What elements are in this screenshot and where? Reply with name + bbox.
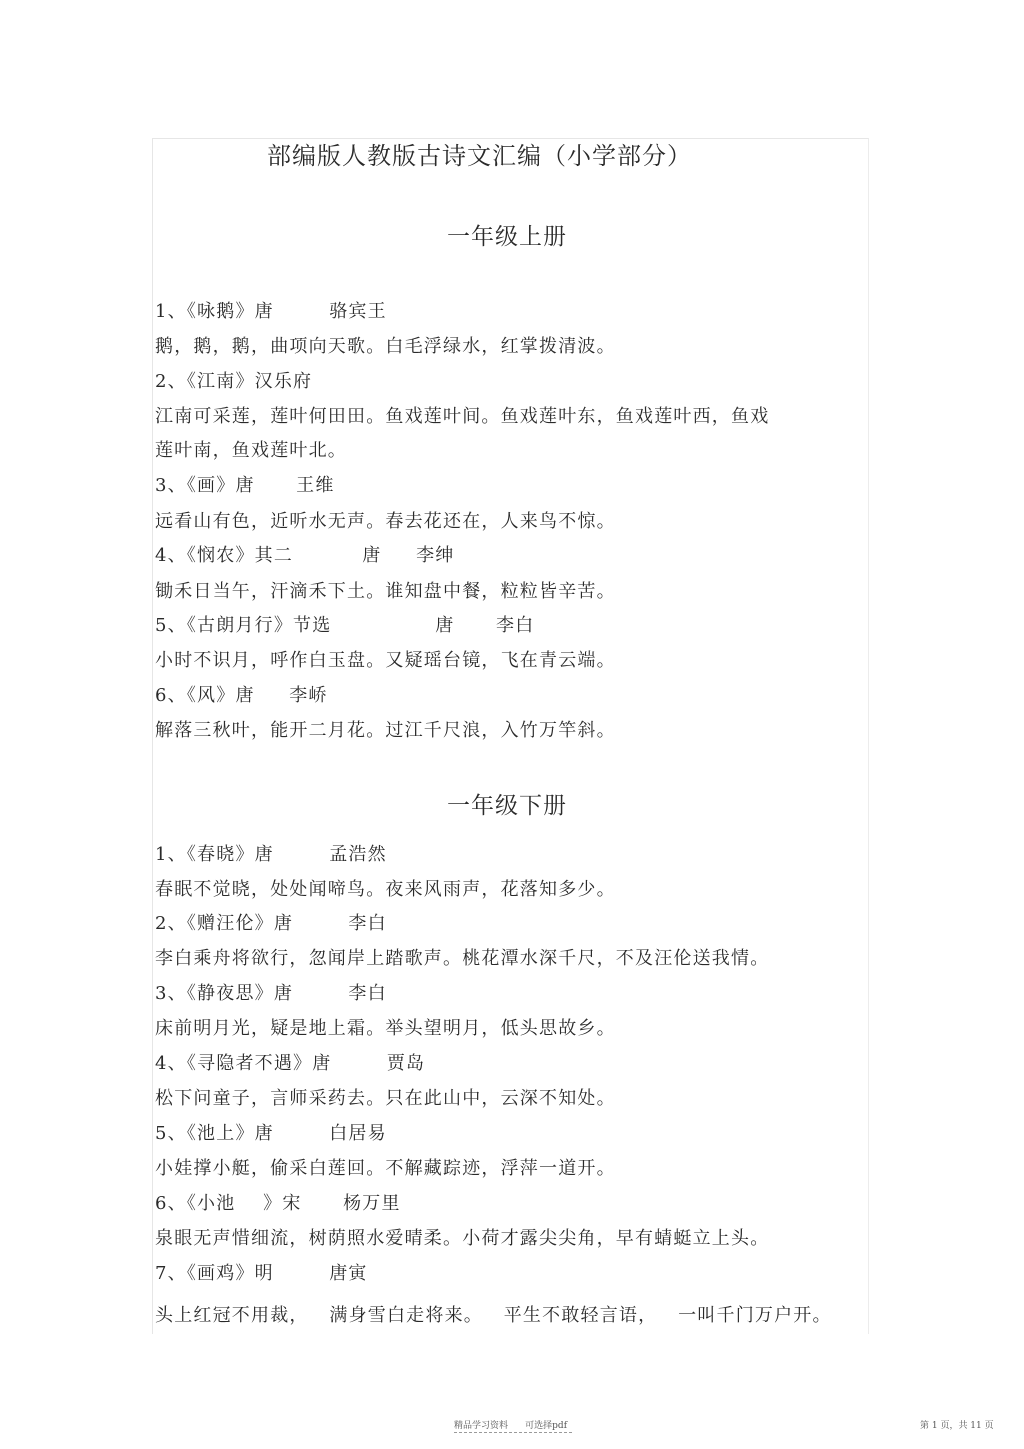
poem-text: 春眠不觉晓，处处闻啼鸟。夜来风雨声，花落知多少。 bbox=[155, 879, 616, 900]
poem-text: 鹅，鹅，鹅，曲项向天歌。白毛浮绿水，红掌拨清波。 bbox=[155, 336, 616, 357]
footer-watermark-text: 精品学习资料 可选择pdf bbox=[454, 1421, 568, 1431]
poem-heading: 3、《静夜思》唐 李白 bbox=[155, 983, 387, 1004]
section-heading-grade1-first: 一年级上册 bbox=[447, 224, 567, 250]
page-title: 部编版人教版古诗文汇编（小学部分） bbox=[267, 142, 692, 170]
poem-text: 江南可采莲，莲叶何田田。鱼戏莲叶间。鱼戏莲叶东，鱼戏莲叶西，鱼戏 bbox=[155, 406, 770, 427]
poem-text: 小娃撑小艇，偷采白莲回。不解藏踪迹，浮萍一道开。 bbox=[155, 1158, 616, 1179]
poem-heading: 5、《池上》唐 白居易 bbox=[155, 1123, 387, 1144]
poem-text: 李白乘舟将欲行，忽闻岸上踏歌声。桃花潭水深千尺，不及汪伦送我情。 bbox=[155, 948, 770, 969]
poem-text: 解落三秋叶，能开二月花。过江千尺浪，入竹万竿斜。 bbox=[155, 720, 616, 741]
poem-text: 松下问童子，言师采药去。只在此山中，云深不知处。 bbox=[155, 1088, 616, 1109]
poem-text: 头上红冠不用裁， 满身雪白走将来。 平生不敢轻言语， 一叫千门万户开。 bbox=[155, 1305, 832, 1326]
poem-text: 莲叶南，鱼戏莲叶北。 bbox=[155, 440, 347, 461]
poem-text: 远看山有色，近听水无声。春去花还在，人来鸟不惊。 bbox=[155, 511, 616, 532]
poem-heading: 2、《赠汪伦》唐 李白 bbox=[155, 913, 387, 934]
poem-heading: 6、《小池 》宋 杨万里 bbox=[155, 1193, 401, 1214]
poem-heading: 2、《江南》汉乐府 bbox=[155, 371, 313, 392]
poem-text: 锄禾日当午，汗滴禾下土。谁知盘中餐，粒粒皆辛苦。 bbox=[155, 581, 616, 602]
poem-heading: 3、《画》唐 王维 bbox=[155, 475, 335, 496]
poem-text: 小时不识月，呼作白玉盘。又疑瑶台镜，飞在青云端。 bbox=[155, 650, 616, 671]
poem-heading: 4、《寻隐者不遇》唐 贾岛 bbox=[155, 1053, 426, 1074]
poem-heading: 4、《悯农》其二 唐 李绅 bbox=[155, 545, 455, 566]
footer-divider bbox=[454, 1432, 572, 1433]
poem-text: 床前明月光，疑是地上霜。举头望明月，低头思故乡。 bbox=[155, 1018, 616, 1039]
section-heading-grade1-second: 一年级下册 bbox=[447, 793, 567, 819]
poem-heading: 6、《风》唐 李峤 bbox=[155, 685, 328, 706]
poem-heading: 1、《咏鹅》唐 骆宾王 bbox=[155, 301, 387, 322]
page-number: 第 1 页，共 11 页 bbox=[920, 1421, 994, 1431]
poem-heading: 7、《画鸡》明 唐寅 bbox=[155, 1263, 368, 1284]
poem-heading: 1、《春晓》唐 孟浩然 bbox=[155, 844, 387, 865]
poem-heading: 5、《古朗月行》节选 唐 李白 bbox=[155, 615, 535, 636]
poem-text: 泉眼无声惜细流，树荫照水爱晴柔。小荷才露尖尖角，早有蜻蜓立上头。 bbox=[155, 1228, 770, 1249]
